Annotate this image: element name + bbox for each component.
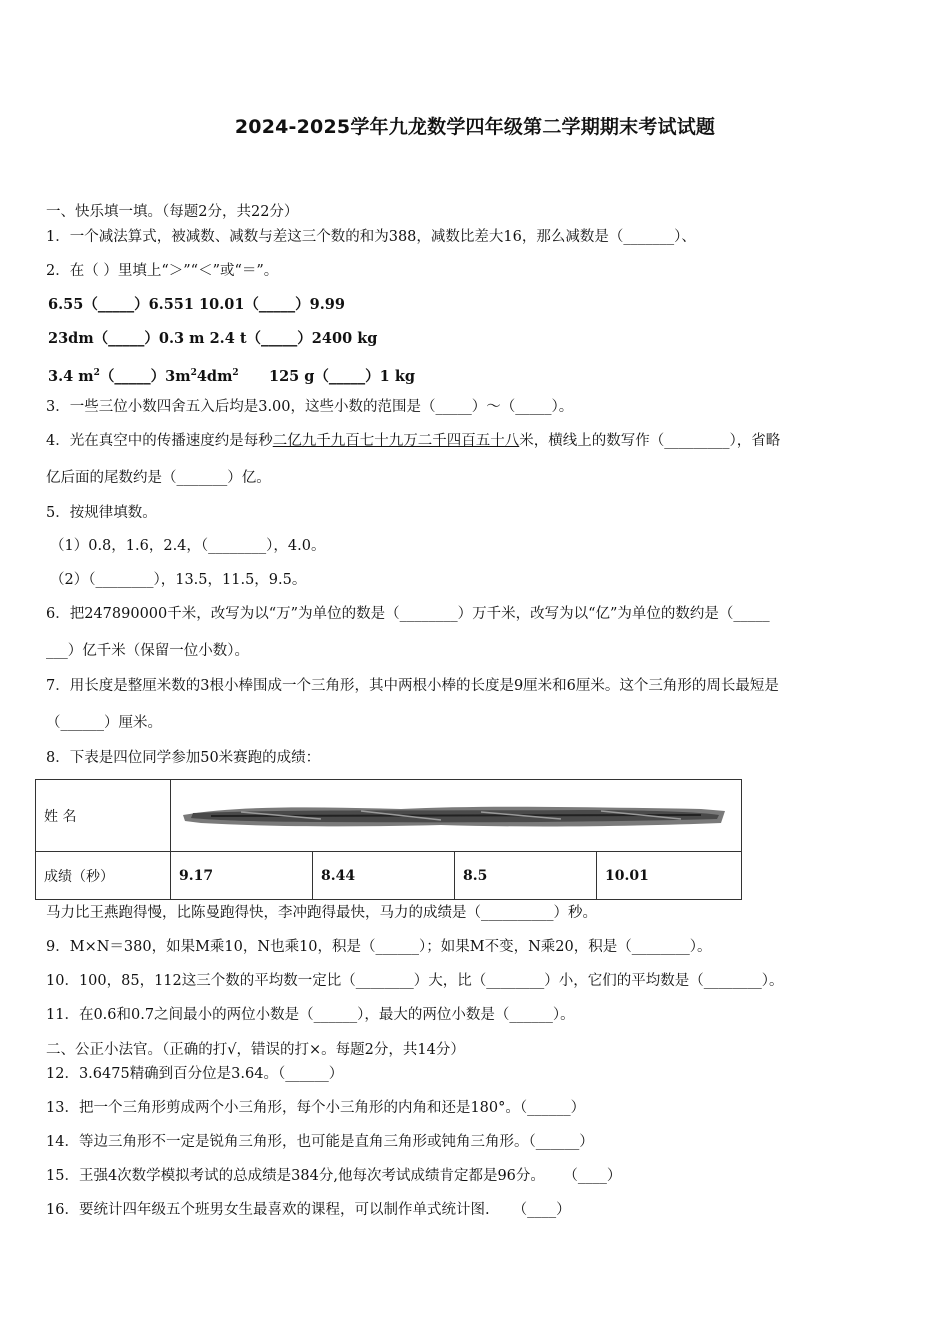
question-3: 3．一些三位小数四舍五入后均是3.00，这些小数的范围是（_____）～（_____）。 <box>46 399 574 415</box>
question-9: 9．M×N＝380，如果M乘10，N也乘10，积是（______）；如果M不变，N乘20，积是（________）。 <box>46 939 712 955</box>
q2-row3-part-a: 3.4 m <box>48 367 94 385</box>
q4-underlined-number: 二亿九千九百七十九万二千四百五十八 <box>272 433 520 449</box>
q2-row3-part-d: 125 g（_____）1 kg <box>238 367 416 385</box>
question-8: 8．下表是四位同学参加50米赛跑的成绩： <box>46 750 321 766</box>
score-cell-3: 8.5 <box>455 852 597 900</box>
name-label-cell: 姓 名 <box>36 780 171 852</box>
question-16: 16．要统计四年级五个班男女生最喜欢的课程，可以制作单式统计图. （____） <box>46 1202 571 1218</box>
page-title: 2024-2025学年九龙数学四年级第二学期期末考试试题 <box>234 116 716 138</box>
q2-row3-sup-2: 2 <box>190 368 197 378</box>
question-12: 12．3.6475精确到百分位是3.64。（______） <box>46 1066 344 1082</box>
q2-row3-sup-1: 2 <box>93 368 100 378</box>
table-row-names <box>36 780 742 852</box>
score-cell-1: 9.17 <box>171 852 313 900</box>
question-5-part-1: （1）0.8，1.6，2.4，（________），4.0。 <box>50 538 326 554</box>
scribbled-names-image <box>181 801 727 831</box>
score-cell-2: 8.44 <box>313 852 455 900</box>
table-row-scores <box>36 852 742 900</box>
score-label-cell: 成绩（秒） <box>36 852 171 900</box>
section1-heading: 一、快乐填一填。（每题2分，共22分） <box>46 204 299 220</box>
section2-heading: 二、公正小法官。（正确的打√，错误的打×。每题2分，共14分） <box>46 1042 465 1058</box>
q4-suffix: 米，横线上的数写作（_________），省略 <box>519 433 781 449</box>
question-14: 14．等边三角形不一定是锐角三角形，也可能是直角三角形或钝角三角形。（______） <box>46 1134 594 1150</box>
q2-row3-sup-3: 2 <box>232 368 239 378</box>
question-10: 10．100，85，112这三个数的平均数一定比（________）大，比（________）小，它们的平均数是（________）。 <box>46 973 784 989</box>
race-results-table <box>35 779 742 900</box>
question-6-line-2: ___）亿千米（保留一位小数）。 <box>46 643 249 659</box>
question-4-line-2: 亿后面的尾数约是（_______）亿。 <box>46 470 271 486</box>
names-obscured-cell <box>171 780 742 852</box>
question-4 <box>46 431 780 451</box>
q2-row3-part-b: （_____）3m <box>99 367 191 385</box>
question-5: 5．按规律填数。 <box>46 505 157 521</box>
question-11: 11．在0.6和0.7之间最小的两位小数是（______），最大的两位小数是（______）。 <box>46 1007 575 1023</box>
question-13: 13．把一个三角形剪成两个小三角形，每个小三角形的内角和还是180°。（______） <box>46 1100 586 1116</box>
q4-prefix: 4．光在真空中的传播速度约是每秒 <box>46 433 273 449</box>
question-1: 1．一个减法算式，被减数、减数与差这三个数的和为388，减数比差大16，那么减数是（_______）、 <box>46 229 696 245</box>
question-5-part-2: （2）（________），13.5，11.5，9.5。 <box>50 572 307 588</box>
question-15: 15．王强4次数学模拟考试的总成绩是384分,他每次考试成绩肯定都是96分。 （____） <box>46 1168 622 1184</box>
question-2-row-1: 6.55（_____）6.551 10.01（_____）9.99 <box>48 296 345 313</box>
question-7: 7．用长度是整厘米数的3根小棒围成一个三角形，其中两根小棒的长度是9厘米和6厘米。这个三角形的周长最短是 <box>46 678 779 694</box>
question-7-line-2: （______）厘米。 <box>46 715 162 731</box>
question-2-row-2: 23dm（_____）0.3 m 2.4 t（_____）2400 kg <box>48 330 378 347</box>
question-2: 2．在（ ）里填上“＞”“＜”或“＝”。 <box>46 263 279 279</box>
question-2-row-3 <box>48 363 415 387</box>
score-cell-4: 10.01 <box>597 852 742 900</box>
question-8-followup: 马力比王燕跑得慢，比陈曼跑得快，李冲跑得最快，马力的成绩是（__________）秒。 <box>46 905 597 921</box>
q2-row3-part-c: 4dm <box>196 367 233 385</box>
question-6: 6．把247890000千米，改写为以“万”为单位的数是（________）万千米，改写为以“亿”为单位的数约是（_____ <box>46 606 770 622</box>
